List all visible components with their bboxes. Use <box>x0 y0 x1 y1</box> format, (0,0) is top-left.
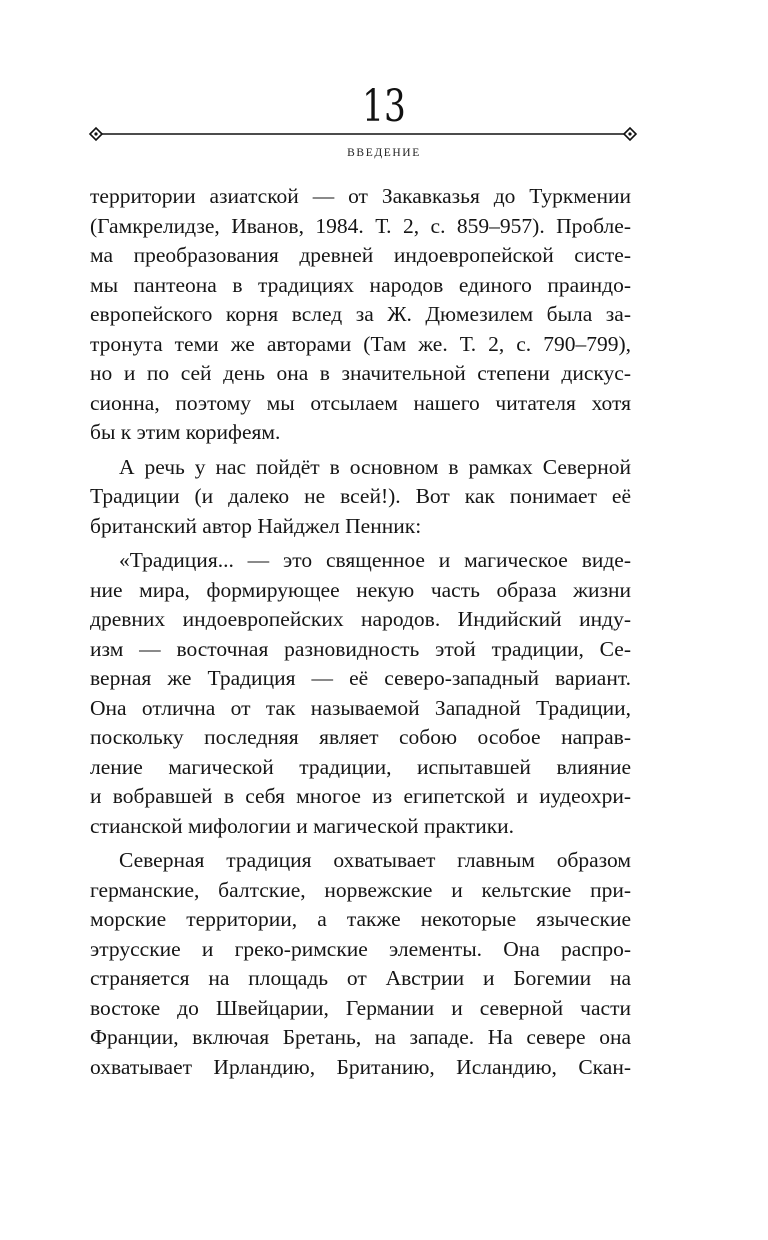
text-line: ма преобразования древней индоевропейской систе- <box>90 243 631 267</box>
quote-line: изм — восточная разновидность этой традиции, Се- <box>90 636 631 661</box>
text-line: А речь у нас пойдёт в основном в рамках Северной <box>119 454 631 479</box>
text-line: британский автор Найджел Пенник: <box>90 513 422 538</box>
quote-line: «Традиция... — это священное и магическое виде- <box>119 548 631 572</box>
quote-line: Франции, включая Бретань, на западе. На севере она <box>90 1025 631 1049</box>
quote-line: этрусские и греко-римские элементы. Она распро- <box>90 936 631 961</box>
quote-line: и вобравшей в себя многое из египетской и иудеохри- <box>90 784 631 808</box>
quote-line: морские территории, а также некоторые языческие <box>90 907 631 931</box>
text-line: но и по сей день она в значительной степени дискус- <box>90 361 631 385</box>
quote-line: германские, балтские, норвежские и кельтские при- <box>90 877 631 902</box>
text-line: тронута теми же авторами (Там же. Т. 2, с. 790–799), <box>90 331 631 356</box>
quote-line: ние мира, формирующее некую часть образа жизни <box>90 577 631 602</box>
text-line: (Гамкрелидзе, Иванов, 1984. Т. 2, с. 859–957). Пробле- <box>90 213 631 238</box>
section-title: ВВЕДЕНИЕ <box>347 147 421 159</box>
text-line: сионна, поэтому мы отсылаем нашего читателя хотя <box>90 390 631 415</box>
page-number: 13 <box>362 81 406 132</box>
text-line: бы к этим корифеям. <box>90 420 281 444</box>
quote-line: поскольку последняя являет собою особое направ- <box>90 725 631 749</box>
quote-line: древних индоевропейских народов. Индийский инду- <box>90 607 631 631</box>
text-line: мы пантеона в традициях народов единого праиндо- <box>90 272 631 297</box>
quote-line: Она отлична от так называемой Западной Традиции, <box>90 695 631 720</box>
body-text <box>90 182 631 1082</box>
text-line: Традиции (и далеко не всей!). Вот как понимает её <box>90 484 631 508</box>
ornamental-rule <box>88 124 638 144</box>
quote-line: ление магической традиции, испытавшей влияние <box>90 754 631 779</box>
quote-line: востоке до Швейцарии, Германии и северной части <box>90 995 631 1020</box>
quote-line: Северная традиция охватывает главным образом <box>119 848 631 872</box>
quote-line: страняется на площадь от Австрии и Богемии на <box>90 966 631 990</box>
quote-line: стианской мифологии и магической практики. <box>90 813 515 838</box>
text-line: европейского корня вслед за Ж. Дюмезилем была за- <box>90 302 631 326</box>
text-line: территории азиатской — от Закавказья до Туркмении <box>90 184 631 208</box>
quote-line: верная же Традиция — её северо-западный вариант. <box>90 666 631 690</box>
quote-line: охватывает Ирландию, Британию, Исландию, Скан- <box>90 1054 631 1079</box>
